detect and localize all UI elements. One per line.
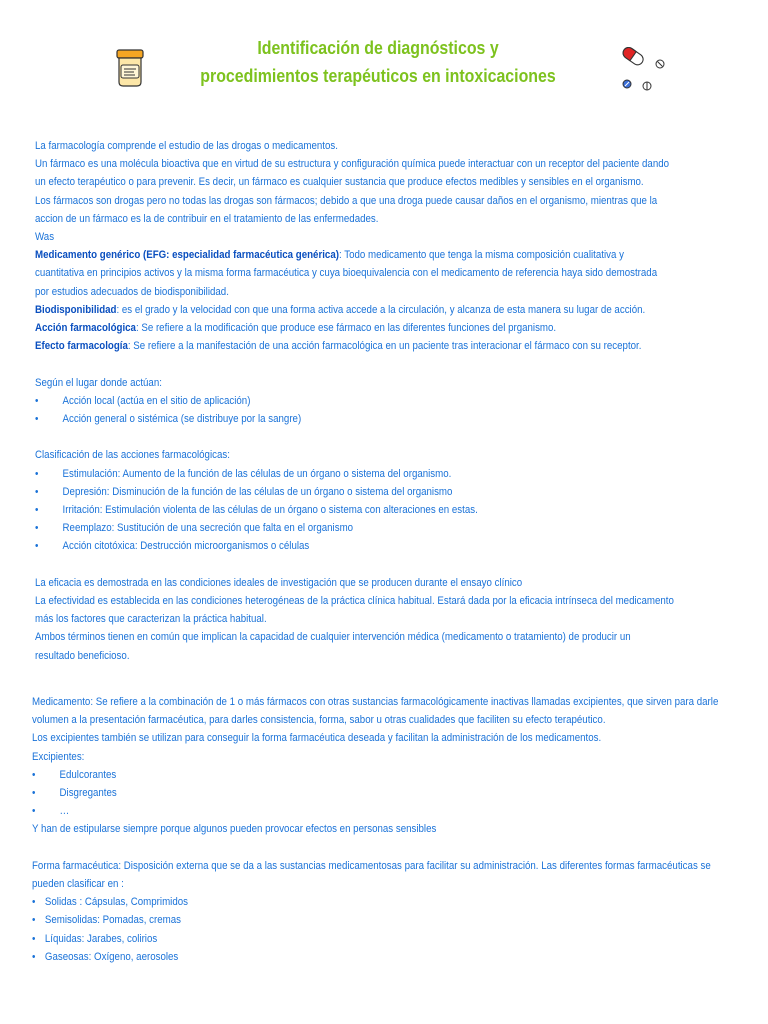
list-item: • Solidas : Cápsulas, Comprimidos — [32, 893, 760, 911]
accion-term: Acción farmacológica — [35, 322, 136, 335]
medicamento-line-3: Los excipientes también se utilizan para conseguir la forma farmacéutica deseada y facilitan la administración de los medicamentos. — [32, 732, 602, 745]
generic-text-2: cuantitativa en principios activos y la misma forma farmacéutica y cuya bioequivalencia con el medicamento de referencia haya sido demostrada — [35, 267, 658, 280]
list-item: • Acción citotóxica: Destrucción microorganismos o células — [35, 537, 763, 555]
eficacia-line-1: La eficacia es demostrada en las condiciones ideales de investigación que se producen durante el ensayo clínico — [35, 576, 523, 589]
bullet-icon: • — [35, 504, 39, 517]
page-title — [182, 34, 574, 90]
medicamento-line-2: volumen a la presentación farmacéutica, para darles consistencia, forma, sabor u otras cualidades que faciliten su efecto terapéutico. — [32, 714, 606, 727]
bullet-icon: • — [35, 485, 39, 498]
bio-definition — [35, 301, 763, 319]
bullet-icon: • — [32, 787, 36, 800]
bullet-icon: • — [35, 522, 39, 535]
medicamento-line-1: Medicamento: Se refiere a la combinación de 1 o más fármacos con otras sustancias farmacológicamente inactivas llamadas excipientes, que sirven para darle — [32, 696, 719, 709]
intro-line-2: Un fármaco es una molécula bioactiva que en virtud de su estructura y configuración química puede interactuar con un receptor del paciente dando — [35, 158, 670, 171]
bullet-icon: • — [32, 950, 36, 963]
eficacia-line-4: Ambos términos tienen en común que implican la capacidad de cualquier intervención médica (medicamento o tratamiento) de producir un — [35, 631, 631, 644]
intro-line-6: Was — [35, 231, 55, 244]
pills-icon — [618, 44, 674, 94]
pill-jar-icon — [116, 49, 144, 87]
list-item: • Reemplazo: Sustitución de una secreción que falta en el organismo — [35, 519, 763, 537]
title-line-2: procedimientos terapéuticos en intoxicaciones — [200, 65, 556, 86]
list-item: • Edulcorantes — [32, 766, 760, 784]
document-body — [32, 137, 763, 966]
list-item: • Irritación: Estimulación violenta de las células de un órgano o sistema con alteraciones en estas. — [35, 501, 763, 519]
bullet-icon: • — [35, 540, 39, 553]
clasificacion-heading: Clasificación de las acciones farmacológicas: — [35, 449, 230, 462]
generic-definition — [35, 246, 763, 264]
bullet-icon: • — [32, 932, 36, 945]
efecto-term: Efecto farmacología — [35, 340, 128, 353]
efecto-definition — [35, 337, 763, 355]
generic-text-3: por estudios adecuados de biodisponibilidad. — [35, 285, 229, 298]
list-item: • Estimulación: Aumento de la función de las células de un órgano o sistema del organismo. — [35, 465, 763, 483]
medicamento-line-5: Y han de estipularse siempre porque algunos pueden provocar efectos en personas sensibles — [32, 823, 437, 836]
bullet-icon: • — [32, 896, 36, 909]
list-item: • Acción general o sistémica (se distribuye por la sangre) — [35, 410, 763, 428]
title-line-1: Identificación de diagnósticos y — [257, 37, 499, 58]
forma-line-1: Forma farmacéutica: Disposición externa que se da a las sustancias medicamentosas para facilitar su administración. Las diferentes formas farmacéuticas se — [32, 859, 711, 872]
generic-text-1: : Todo medicamento que tenga la misma composición cualitativa y — [338, 249, 624, 262]
intro-line-4: Los fármacos son drogas pero no todas las drogas son fármacos; debido a que una droga puede causar daños en el organismo, mientras que la — [35, 194, 658, 207]
eficacia-line-2: La efectividad es establecida en las condiciones heterogéneas de la práctica clínica habitual. Estará dada por la eficacia intrínseca del medicamento — [35, 595, 674, 608]
accion-definition — [35, 319, 763, 337]
bullet-icon: • — [32, 768, 36, 781]
intro-line-3: un efecto terapéutico o para prevenir. Es decir, un fármaco es cualquier sustancia que produce efectos medibles y sensibles en el organismo. — [35, 176, 644, 189]
intro-line-5: accion de un fármaco es la de contribuir en el tratamiento de las enfermedades. — [35, 212, 379, 225]
bullet-icon: • — [35, 467, 39, 480]
bio-term: Biodisponibilidad — [35, 303, 117, 316]
list-item: • Disgregantes — [32, 784, 760, 802]
efecto-text: : Se refiere a la manifestación de una acción farmacológica en un paciente tras interacionar el fármaco con su receptor. — [127, 340, 642, 353]
bullet-icon: • — [35, 394, 39, 407]
forma-line-2: pueden clasificar en : — [32, 878, 124, 891]
list-item: • Depresión: Disminución de la función de las células de un órgano o sistema del organismo — [35, 483, 763, 501]
list-item: • Semisolidas: Pomadas, cremas — [32, 911, 760, 929]
list-item: • Acción local (actúa en el sitio de aplicación) — [35, 392, 763, 410]
accion-text: : Se refiere a la modificación que produce ese fármaco en las diferentes funciones del prganismo. — [135, 322, 557, 335]
list-item: • Líquidas: Jarabes, colirios — [32, 930, 760, 948]
eficacia-line-5: resultado beneficioso. — [35, 649, 130, 662]
list-item: • … — [32, 802, 760, 820]
eficacia-line-3: más los factores que caracterizan la práctica habitual. — [35, 613, 267, 626]
bullet-icon: • — [32, 805, 36, 818]
excipientes-heading: Excipientes: — [32, 750, 85, 763]
bullet-icon: • — [32, 914, 36, 927]
lugar-heading: Según el lugar donde actúan: — [35, 376, 162, 389]
bio-text: : es el grado y la velocidad con que una forma activa accede a la circulación, y alcanza de esta manera su lugar de acción. — [116, 303, 646, 316]
generic-term: Medicamento genérico (EFG: especialidad farmacéutica genérica) — [35, 249, 339, 262]
intro-line-1: La farmacología comprende el estudio de las drogas o medicamentos. — [35, 140, 338, 152]
list-item: • Gaseosas: Oxígeno, aerosoles — [32, 948, 760, 966]
bullet-icon: • — [35, 413, 39, 426]
